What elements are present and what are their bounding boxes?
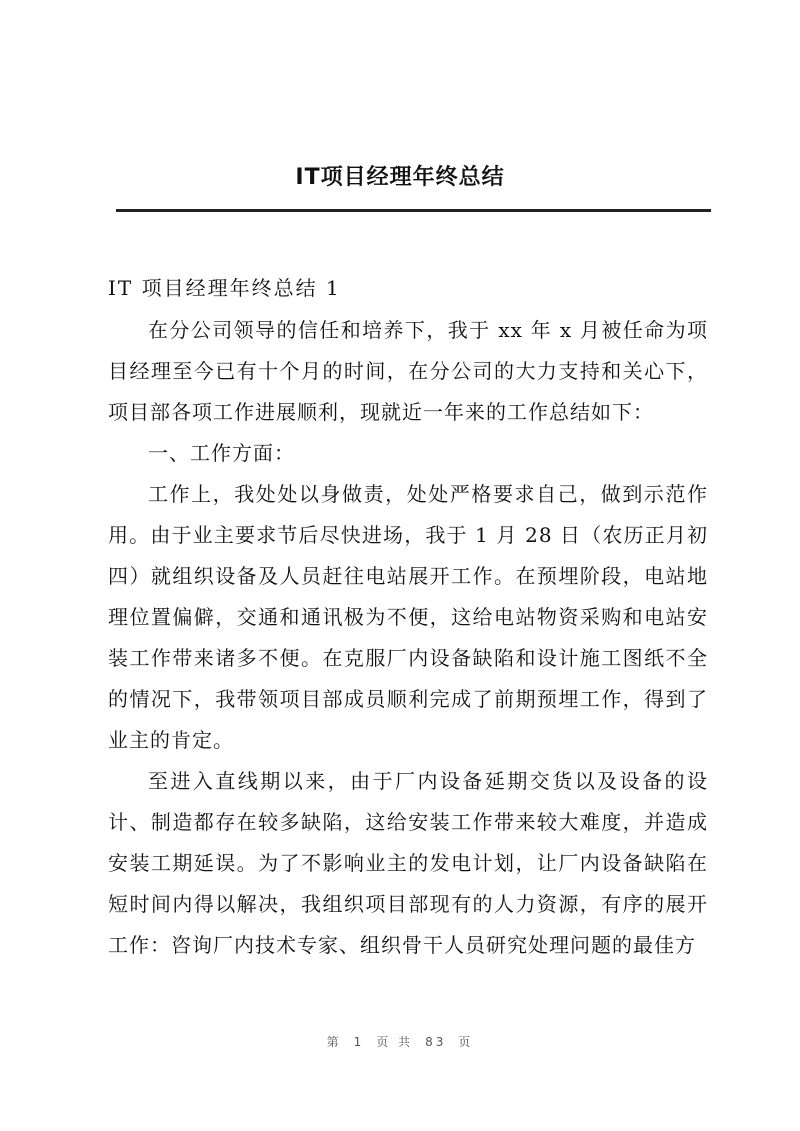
paragraph-heading-work: 一、工作方面： bbox=[148, 441, 295, 465]
title-divider bbox=[116, 209, 711, 212]
footer-page-number: 1 bbox=[353, 1035, 365, 1049]
document-body bbox=[108, 310, 708, 966]
paragraph-work-2: 至进入直线期以来，由于厂内设备延期交货以及设备的设计、制造都存在较多缺陷，这给安装工作带来较大难度，并造成安装工期延误。为了不影响业主的发电计划，让厂内设备缺陷在短时间内得以解决，我组织项目部现有的人力资源，有序的展开工作：咨询厂内技术专家、组织骨干人员研究处理问题的最佳方 bbox=[108, 769, 708, 957]
footer-middle: 页 共 bbox=[376, 1035, 414, 1049]
document-title: IT项目经理年终总结 bbox=[295, 165, 505, 190]
page-footer bbox=[0, 1033, 800, 1050]
footer-prefix: 第 bbox=[326, 1035, 342, 1049]
footer-suffix: 页 bbox=[458, 1035, 474, 1049]
footer-total-pages: 83 bbox=[425, 1035, 447, 1049]
paragraph-intro: 在分公司领导的信任和培养下，我于 xx 年 x 月被任命为项目经理至今已有十个月的时间，在分公司的大力支持和关心下，项目部各项工作进展顺利，现就近一年来的工作总结如下： bbox=[108, 318, 708, 424]
section-heading: IT 项目经理年终总结 1 bbox=[108, 276, 341, 300]
paragraph-work-1: 工作上，我处处以身做责，处处严格要求自己，做到示范作用。由于业主要求节后尽快进场，我于 1 月 28 日（农历正月初四）就组织设备及人员赶往电站展开工作。在预埋阶段，电站地理位置偏僻，交通和通讯极为不便，这给电站物资采购和电站安装工作带来诸多不便。在克服厂内设备缺陷和设计施工图纸不全的情况下，我带领项目部成员顺利完成了前期预埋工作，得到了业主的肯定。 bbox=[108, 482, 708, 752]
